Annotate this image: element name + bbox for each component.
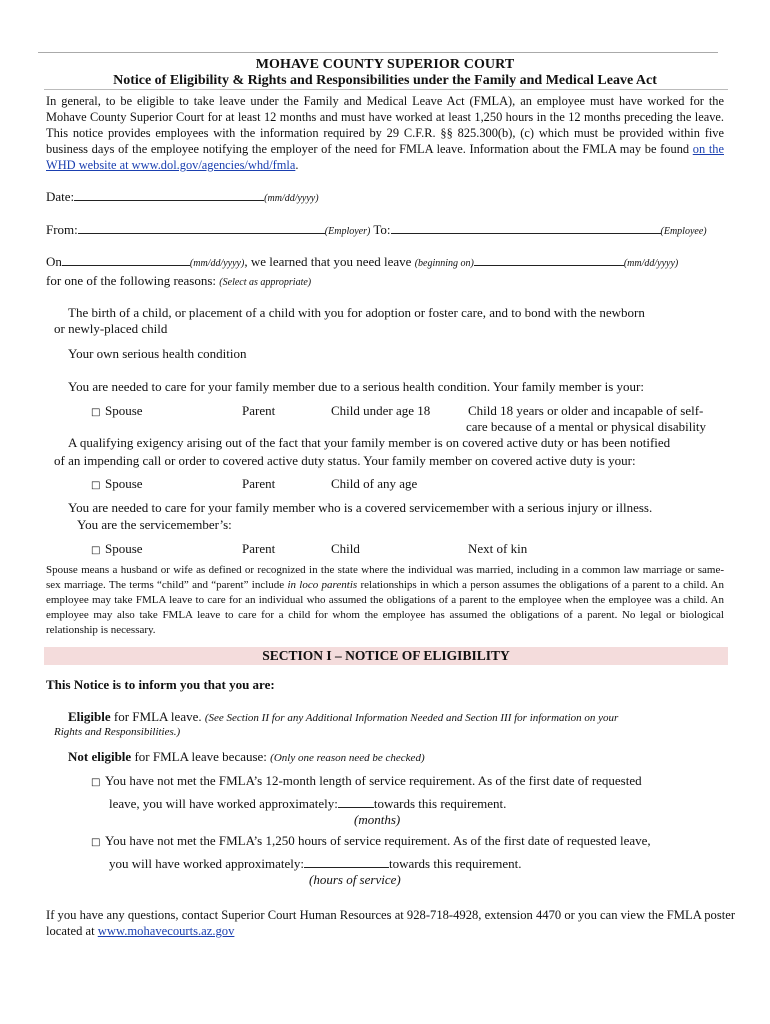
months-requirement (91, 773, 642, 789)
not-eligible-hint: (Only one reason need be checked) (270, 752, 425, 764)
hours-hint: (hours of service) (309, 872, 401, 887)
service-opt-child (317, 541, 360, 557)
footer-paragraph (46, 907, 736, 939)
months-req-text: You have not met the FMLA’s 12-month length of service requirement. As of the first date of requested (105, 773, 642, 788)
months-requirement-cont (109, 796, 506, 812)
months-req-text-2: leave, you will have worked approximately: (109, 796, 338, 811)
whd-link[interactable]: on the WHD website at www.dol.gov/agencies/whd/fmla (46, 142, 724, 172)
notice-title: Notice of Eligibility & Rights and Responsibilities under the Family and Medical Leave Act (113, 73, 657, 88)
months-hint: (months) (354, 812, 401, 827)
exigency-opt-spouse-label: Spouse (105, 476, 143, 491)
service-opt-next-of-kin-label: Next of kin (468, 541, 528, 556)
months-field[interactable] (338, 797, 374, 808)
definition-part1: Spouse means a husband or wife as defined or recognized in the state where the individual was married, including in a common law marriage or same-sex marriage. The terms “child” and “parent” include (46, 564, 724, 591)
checkbox-icon[interactable]: □ (91, 777, 101, 788)
top-divider (38, 52, 718, 53)
care-opt-parent (228, 403, 275, 419)
not-eligible-text: for FMLA leave because: (131, 749, 267, 764)
exigency-opt-spouse (91, 476, 143, 492)
reasons-label: for one of the following reasons: (46, 273, 217, 288)
care-opt-child-over (454, 403, 703, 419)
intro-text: In general, to be eligible to take leave under the Family and Medical Leave Act (FMLA), an employee must have worked for the Mohave County Superior Court for at least 12 months and must have worked at least 1,250 hours in the 12 months preceding the leave. This notice provides employees with the information required by 29 C.F.R. §§ 825.300(b), (c) which must be provided within five business days of the employee notifying the employer of the need for FMLA leave. Information about the FMLA may be found (46, 94, 724, 156)
reason-birth-text: The birth of a child, or placement of a child with you for adoption or foster care, and to bond with the newborn (68, 305, 645, 320)
checkbox-icon[interactable]: □ (91, 837, 101, 848)
care-opt-spouse-label: Spouse (105, 403, 143, 418)
exigency-opt-parent-label: Parent (242, 476, 276, 491)
reason-servicemember (54, 500, 652, 516)
exigency-opt-child-label: Child of any age (331, 476, 418, 491)
eligible-text: for FMLA leave. (110, 709, 202, 724)
service-opt-spouse (91, 541, 143, 557)
learned-date-hint: (mm/dd/yyyy) (189, 258, 245, 269)
section-title: SECTION I – NOTICE OF ELIGIBILITY (262, 648, 510, 663)
eligible-hint: (See Section II for any Additional Information Needed and Section III for information on your (204, 712, 619, 724)
definition-part2: relationships in which a person assumes the obligations of a parent to a child. An employee may take FMLA leave to care for an individual who assumed the obligations of a parent to the employee when the employee was a child. An employee may also take FMLA leave to care for a child for whom the employee has assumed the obligations of a parent. No legal or biological relationship is necessary. (46, 579, 724, 636)
service-opt-child-label: Child (331, 541, 360, 556)
eligible-row (54, 709, 618, 725)
checkbox-icon[interactable]: □ (91, 545, 101, 556)
reasons-hint: (Select as appropriate) (219, 277, 312, 288)
definition-paragraph (46, 563, 724, 638)
care-opt-spouse (91, 403, 143, 419)
reason-exigency (54, 435, 670, 451)
not-eligible-label: Not eligible (68, 749, 132, 764)
hours-requirement-cont (109, 856, 521, 872)
date-row (46, 189, 319, 205)
mohave-courts-link[interactable]: www.mohavecourts.az.gov (97, 924, 235, 938)
reason-exigency-text: A qualifying exigency arising out of the fact that your family member is on covered active duty or has been notified (68, 435, 671, 450)
service-opt-parent (228, 541, 275, 557)
exigency-opt-child (317, 476, 417, 492)
hours-field[interactable] (304, 857, 389, 868)
care-opt-child-over-label: Child 18 years or older and incapable of self- (468, 403, 704, 418)
from-to-row (46, 222, 707, 238)
care-opt-parent-label: Parent (242, 403, 276, 418)
date-label: Date: (46, 189, 75, 204)
inform-text: This Notice is to inform you that you are: (46, 677, 275, 692)
court-title: MOHAVE COUNTY SUPERIOR COURT (255, 57, 515, 72)
care-opt-child-under (317, 403, 430, 419)
reason-own-health-text: Your own serious health condition (68, 346, 247, 361)
hours-req-text-2: you will have worked approximately: (109, 856, 304, 871)
service-opt-parent-label: Parent (242, 541, 276, 556)
begin-date-field[interactable] (474, 255, 624, 266)
reason-birth (54, 305, 645, 321)
eligible-label: Eligible (68, 709, 111, 724)
beginning-hint: (beginning on) (414, 258, 474, 269)
to-label: To: (373, 222, 391, 237)
date-hint: (mm/dd/yyyy) (264, 193, 319, 204)
exigency-opt-parent (228, 476, 275, 492)
in-loco-parentis: in loco parentis (287, 579, 358, 591)
months-req-text-3: towards this requirement. (373, 796, 507, 811)
on-row (46, 254, 678, 270)
reason-care-family (54, 379, 644, 395)
reason-servicemember-cont: You are the servicemember’s: (77, 517, 232, 532)
employee-hint: (Employee) (660, 226, 707, 237)
reason-birth-cont: or newly-placed child (54, 321, 168, 336)
not-eligible-row (54, 749, 425, 765)
employee-field[interactable] (391, 223, 661, 234)
employer-field[interactable] (78, 223, 325, 234)
intro-paragraph (46, 93, 724, 173)
intro-end: . (295, 158, 299, 172)
reason-own-health (54, 346, 247, 362)
reasons-row (46, 273, 311, 289)
reason-exigency-cont: of an impending call or order to covered active duty status. Your family member on covered active duty is your: (54, 453, 636, 468)
employer-hint: (Employer) (324, 226, 371, 237)
checkbox-icon[interactable]: □ (91, 407, 101, 418)
care-opt-child-under-label: Child under age 18 (331, 403, 431, 418)
hours-requirement (91, 833, 651, 849)
eligible-hint-cont: Rights and Responsibilities.) (54, 726, 181, 738)
on-label: On (46, 254, 62, 269)
title-divider (44, 89, 728, 90)
learned-text: , we learned that you need leave (244, 254, 412, 269)
from-label: From: (46, 222, 78, 237)
date-field[interactable] (74, 190, 264, 201)
hours-req-text: You have not met the FMLA’s 1,250 hours of service requirement. As of the first date of requested leave, (105, 833, 651, 848)
hours-req-text-3: towards this requirement. (388, 856, 522, 871)
checkbox-icon[interactable]: □ (91, 480, 101, 491)
service-opt-spouse-label: Spouse (105, 541, 143, 556)
footer-text: If you have any questions, contact Superior Court Human Resources at 928-718-4928, extension 4470 or you can view the FMLA poster located at (46, 908, 736, 938)
learned-date-field[interactable] (62, 255, 190, 266)
care-opt-child-over-cont: care because of a mental or physical disability (466, 419, 707, 434)
reason-servicemember-text: You are needed to care for your family member who is a covered servicemember with a serious injury or illness. (68, 500, 653, 515)
service-opt-next-of-kin (454, 541, 527, 557)
reason-care-family-text: You are needed to care for your family member due to a serious health condition. Your family member is your: (68, 379, 644, 394)
begin-date-hint: (mm/dd/yyyy) (623, 258, 679, 269)
